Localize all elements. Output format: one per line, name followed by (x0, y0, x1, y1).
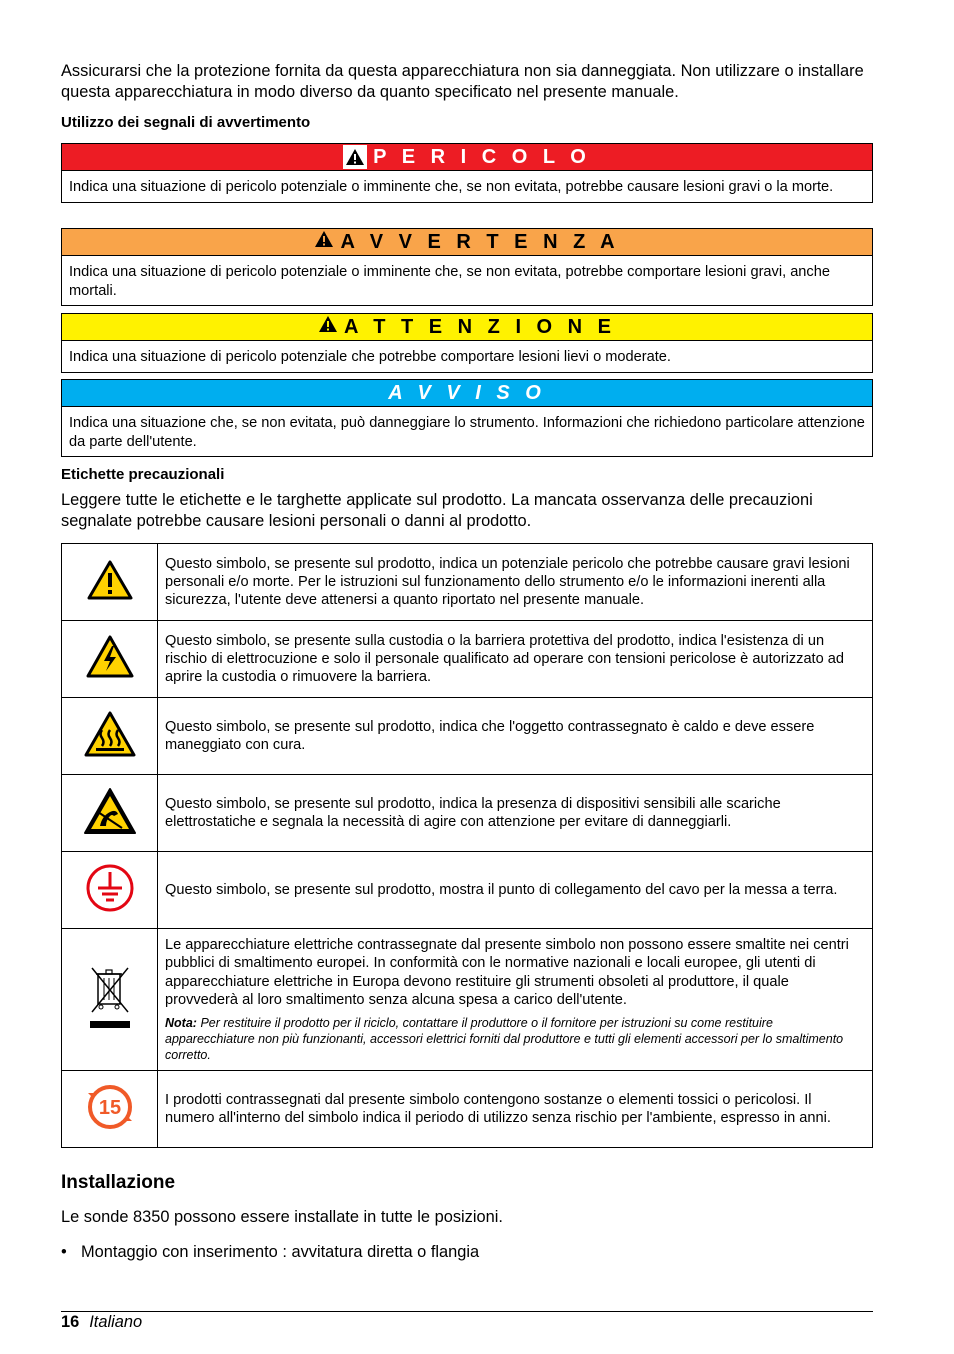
note-text: Per restituire il prodotto per il riciclo, contattare il produttore o il fornitore per istruzioni su come restituire apparecchiature non più funzionanti, accessori elettrici forniti dal produttore e tutti gli elementi accessori per lo smaltimento corretto. (165, 1016, 844, 1063)
list-item (61, 1243, 479, 1262)
esd-icon (82, 786, 138, 836)
table-row (62, 621, 873, 698)
notice-header (62, 380, 872, 407)
symbol-description: Le apparecchiature elettriche contrassegnate dal presente simbolo non possono essere smaltite nei centri pubblici di smaltimento europei. In conformità con le normative nazionali e locali europee, gli utenti di apparecchiature elettriche in Europa devono restituire gli strumenti obsoleti al produttore, il quale provvederà al loro smaltimento senza alcuna spesa a carico dell'utente. (165, 936, 849, 1008)
symbols-table (61, 543, 873, 1148)
symbol-description: Questo simbolo, se presente sul prodotto, indica che l'oggetto contrassegnato è caldo e deve essere maneggiato con cura. (158, 698, 873, 775)
section-paragraph: Le sonde 8350 possono essere installate in tutte le posizioni. (61, 1208, 503, 1226)
table-row (62, 1071, 873, 1148)
efup-15-icon (86, 1083, 134, 1131)
hot-surface-icon (83, 710, 137, 758)
warning-box (61, 228, 873, 306)
weee-bin-icon (88, 964, 132, 1030)
danger-box (61, 143, 873, 203)
table-row (62, 544, 873, 621)
danger-title: P E R I C O L O (373, 145, 591, 168)
symbol-description: Questo simbolo, se presente sul prodotto, indica la presenza di dispositivi sensibili alle scariche elettrostatiche e segnala la necessità di agire con attenzione per evitare di danneggiarli. (158, 775, 873, 852)
table-row (62, 929, 873, 1071)
warning-triangle-icon (314, 230, 334, 254)
section-heading: Installazione (61, 1172, 176, 1193)
bullet-symbol: • (61, 1243, 67, 1261)
warning-title: A V V E R T E N Z A (340, 230, 620, 253)
general-warning-icon (86, 559, 134, 601)
list-item-text: Montaggio con inserimento : avvitatura diretta o flangia (81, 1243, 480, 1261)
page-number: 16 (61, 1313, 80, 1331)
symbol-description: Questo simbolo, se presente sulla custodia o la barriera protettiva del prodotto, indica l'esistenza di un rischio di elettrocuzione e solo il personale qualificato ad operare con tensioni pericolose è autorizzato ad aprire la custodia o rimuovere la barriera. (158, 621, 873, 698)
notice-text: Indica una situazione che, se non evitata, può danneggiare lo strumento. Informazioni che richiedono particolare attenzione da parte dell'utente. (69, 415, 865, 450)
footer-language: Italiano (89, 1313, 143, 1331)
protective-earth-icon (85, 863, 135, 913)
symbol-description: Questo simbolo, se presente sul prodotto, mostra il punto di collegamento del cavo per la messa a terra. (158, 852, 873, 929)
footer-divider (61, 1311, 873, 1312)
intro-paragraph: Assicurarsi che la protezione fornita da questa apparecchiatura non sia danneggiata. Non utilizzare o installare questa apparecchiatura in modo diverso da quanto specificato nel presente manuale. (61, 62, 864, 101)
warning-text: Indica una situazione di pericolo potenziale o imminente che, se non evitata, potrebbe comportare lesioni gravi, anche mortali. (69, 264, 830, 299)
caution-title: A T T E N Z I O N E (343, 315, 617, 338)
danger-header (62, 144, 872, 171)
warning-header (62, 229, 872, 256)
notice-box (61, 379, 873, 457)
note (165, 1015, 865, 1063)
electrical-hazard-icon (85, 634, 135, 680)
notice-title: A V V I S O (388, 381, 546, 404)
caution-box (61, 313, 873, 373)
efup-number: 15 (98, 1096, 121, 1119)
signals-heading: Utilizzo dei segnali di avvertimento (61, 114, 311, 131)
note-label: Nota: (165, 1016, 197, 1031)
table-row (62, 852, 873, 929)
symbol-description: Questo simbolo, se presente sul prodotto, indica un potenziale pericolo che potrebbe causare gravi lesioni personali e/o morte. Per le istruzioni sul funzionamento dello strumento e/o le informazioni inerenti alla sicurezza, l'utente deve attenersi a quanto riportato nel presente manuale. (158, 544, 873, 621)
labels-paragraph: Leggere tutte le etichette e le targhette applicate sul prodotto. La mancata osservanza delle precauzioni segnalate potrebbe causare lesioni personali o danni al prodotto. (61, 491, 813, 530)
caution-header (62, 314, 872, 341)
table-row (62, 698, 873, 775)
symbol-description: I prodotti contrassegnati dal presente simbolo contengono sostanze o elementi tossici o pericolosi. Il numero all'interno del simbolo indica il periodo di utilizzo senza rischio per l'ambiente, espresso in anni. (158, 1071, 873, 1148)
danger-text: Indica una situazione di pericolo potenziale o imminente che, se non evitata, potrebbe causare lesioni gravi o la morte. (69, 179, 834, 195)
page-footer (61, 1313, 142, 1332)
caution-text: Indica una situazione di pericolo potenziale che potrebbe comportare lesioni lievi o moderate. (69, 349, 671, 365)
table-row (62, 775, 873, 852)
labels-heading: Etichette precauzionali (61, 466, 225, 483)
warning-triangle-icon (318, 315, 338, 339)
warning-triangle-icon (343, 145, 367, 169)
